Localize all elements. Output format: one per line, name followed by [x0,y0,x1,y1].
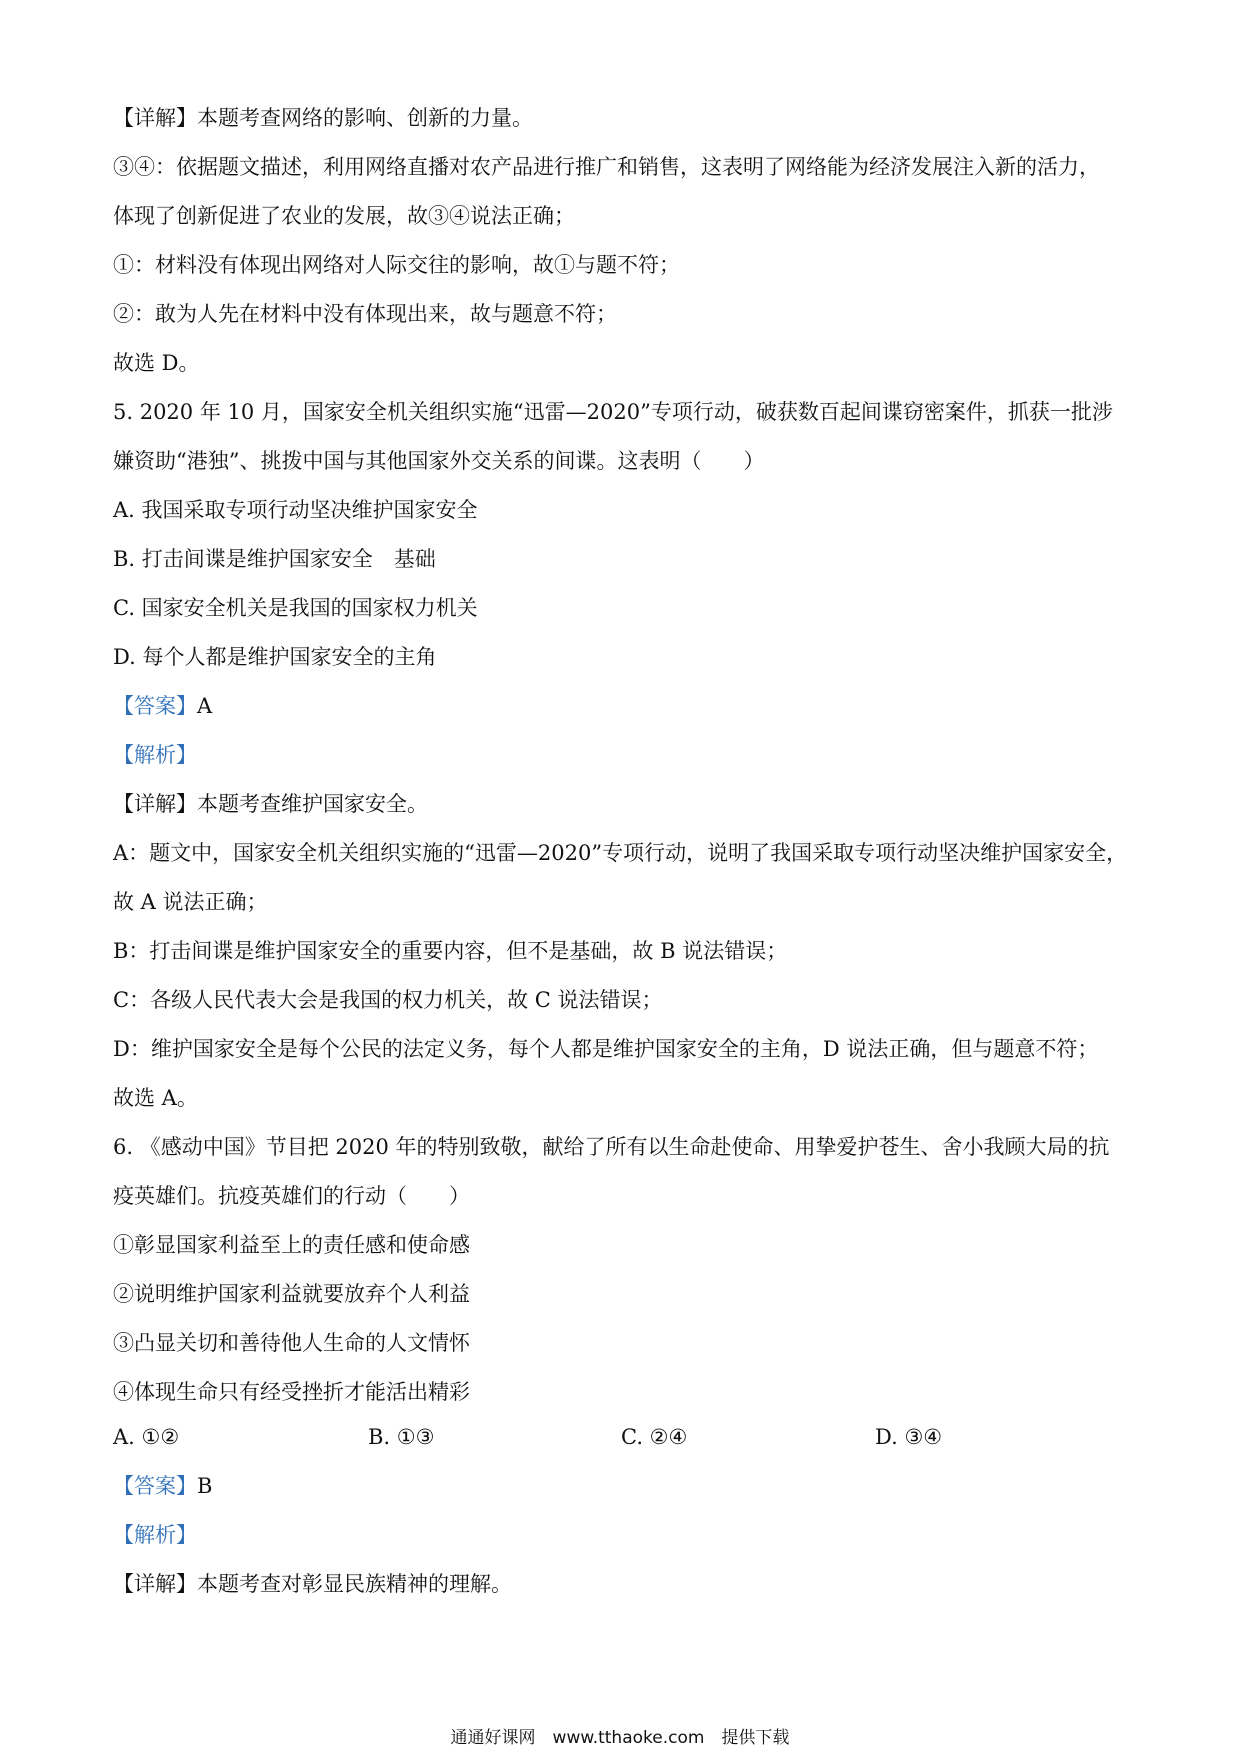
detail-line: 【详解】本题考查网络的影响、创新的力量。 [113,106,533,130]
question-6-option-c: C. ②④ [621,1425,688,1449]
explanation-line: ①：材料没有体现出网络对人际交往的影响，故①与题不符； [113,253,680,277]
question-5-stem: 嫌资助“港独”、挑拨中国与其他国家外交关系的间谍。这表明（ ） [113,449,765,473]
choose-line: 故选 D。 [113,351,200,375]
question-6-statement: ①彰显国家利益至上的责任感和使命感 [113,1233,470,1257]
answer-label: 【答案】 [113,1474,197,1498]
explanation-line: 故 A 说法正确； [113,890,268,914]
answer-value: A [197,694,213,718]
question-6-answer [113,1472,1133,1500]
answer-value: B [197,1474,213,1498]
detail-line: 【详解】本题考查对彰显民族精神的理解。 [113,1572,512,1596]
question-6-stem: 6. 《感动中国》节目把 2020 年的特别致敬，献给了所有以生命赴使命、用挚爱护苍生、舍小我顾大局的抗 [113,1135,1110,1159]
choose-line: 故选 A。 [113,1086,198,1110]
explanation-line: ②：敢为人先在材料中没有体现出来，故与题意不符； [113,302,617,326]
question-6-option-b: B. ①③ [368,1425,435,1449]
question-6-option-d: D. ③④ [875,1425,943,1449]
question-6-statement: ③凸显关切和善待他人生命的人文情怀 [113,1331,470,1355]
detail-line: 【详解】本题考查维护国家安全。 [113,792,428,816]
question-5-option-c: C. 国家安全机关是我国的国家权力机关 [113,596,478,620]
page-footer: 通通好课网 www.tthaoke.com 提供下载 [450,1728,790,1748]
question-6-options [113,1423,1133,1451]
question-5-option-b: B. 打击间谍是维护国家安全 基础 [113,547,436,571]
analysis-label: 【解析】 [113,1523,197,1547]
question-6-statement: ②说明维护国家利益就要放弃个人利益 [113,1282,470,1306]
explanation-line: 体现了创新促进了农业的发展，故③④说法正确； [113,204,575,228]
explanation-line: B：打击间谍是维护国家安全的重要内容，但不是基础，故 B 说法错误； [113,939,788,963]
question-6-stem: 疫英雄们。抗疫英雄们的行动（ ） [113,1184,470,1208]
question-5-option-d: D. 每个人都是维护国家安全的主角 [113,645,437,669]
question-6-option-a: A. ①② [113,1425,180,1449]
question-5-stem: 5. 2020 年 10 月，国家安全机关组织实施“迅雷—2020”专项行动，破获数百起间谍窃密案件，抓获一批涉 [113,400,1113,424]
answer-label: 【答案】 [113,694,197,718]
question-5-answer [113,692,1133,720]
question-6-statement: ④体现生命只有经受挫折才能活出精彩 [113,1380,470,1404]
explanation-line: A：题文中，国家安全机关组织实施的“迅雷—2020”专项行动，说明了我国采取专项行动坚决维护国家安全， [113,841,1128,865]
analysis-label: 【解析】 [113,743,197,767]
explanation-line: ③④：依据题文描述，利用网络直播对农产品进行推广和销售，这表明了网络能为经济发展注入新的活力， [113,155,1100,179]
explanation-line: D：维护国家安全是每个公民的法定义务，每个人都是维护国家安全的主角，D 说法正确，但与题意不符； [113,1037,1099,1061]
explanation-line: C：各级人民代表大会是我国的权力机关，故 C 说法错误； [113,988,663,1012]
question-5-option-a: A. 我国采取专项行动坚决维护国家安全 [113,498,478,522]
